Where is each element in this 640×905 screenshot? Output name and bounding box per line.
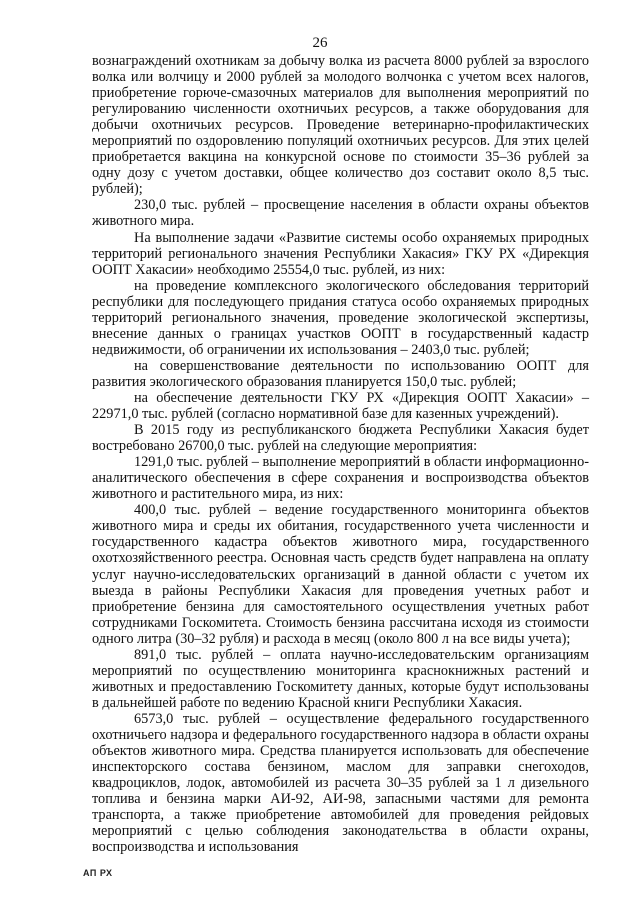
page-number: 26 — [312, 35, 328, 51]
paragraph-9: 400,0 тыс. рублей – ведение государственного мониторинга объектов животного мира и среды их обитания, государственного учета численности и государственного кадастра объектов животного мира, государственного охотхозяйственного реестра. Основная часть средств будет направлена на оплату услуг научно-исследовательских организаций в данной области с учетом их выезда в районы Республики Хакасия для проведения учетных работ и приобретение бензина для самостоятельного осуществления учетных работ сотрудниками Госкомитета. Стоимость бензина рассчитана исходя из стоимости одного литра (30–32 рубля) и расхода в месяц (около 800 л на все виды учета); — [92, 502, 589, 647]
paragraph-2: 230,0 тыс. рублей – просвещение населения в области охраны объектов животного мира. — [92, 197, 589, 230]
paragraph-6: на обеспечение деятельности ГКУ РХ «Дирекция ООПТ Хакасии» – 22971,0 тыс. рублей (согласно нормативной базе для казенных учреждений). — [92, 389, 589, 423]
paragraph-8: 1291,0 тыс. рублей – выполнение мероприятий в области информационно-аналитического обеспечения в сфере сохранения и воспроизводства объектов животного и растительного мира, из них: — [92, 454, 589, 503]
paragraph-11: 6573,0 тыс. рублей – осуществление федерального государственного охотничьего надзора и федерального государственного надзора в области охраны объектов животного мира. Средства планируется использовать для обеспечение инспекторского состава бензином, маслом для заправки снегоходов, квадроциклов, лодок, автомобилей из расчета 30–35 рублей за 1 л дизельного топлива и бензина марки АИ-92, АИ-98, запасными частями для ремонта транспорта, а также приобретение автомобилей для проведения рейдовых мероприятий с целью соблюдения законодательства в области охраны, воспроизводства и использования — [92, 710, 589, 856]
paragraph-7: В 2015 году из республиканского бюджета Республики Хакасия будет востребовано 26700,0 тыс. рублей на следующие мероприятия: — [92, 422, 589, 455]
paragraph-4: на проведение комплексного экологического обследования территорий республики для последующего придания статуса особо охраняемых природных территорий регионального значения, проведение экологической экспертизы, внесение данных о границах участков ООПТ в государственный кадастр недвижимости, об ограничении их использования – 2403,0 тыс. рублей; — [92, 277, 589, 358]
document-body — [92, 53, 589, 855]
paragraph-1: вознаграждений охотникам за добычу волка из расчета 8000 рублей за взрослого волка или волчицу и 2000 рублей за молодого волчонка с учетом всех налогов, приобретение горюче-смазочных материалов для выполнения мероприятий по регулированию численности охотничьих ресурсов, а также оборудования для добычи охотничьих ресурсов. Проведение ветеринарно-профилактических мероприятий по оздоровлению популяций охотничьих ресурсов. Для этих целей приобретается вакцина на конкурсной основе по стоимости 35–36 рублей за одну дозу с учетом доставки, общее количество доз составит около 8,5 тыс. рублей); — [92, 53, 589, 198]
paragraph-5: на совершенствование деятельности по использованию ООПТ для развития экологического образования планируется 150,0 тыс. рублей; — [92, 357, 589, 390]
paragraph-3: На выполнение задачи «Развитие системы особо охраняемых природных территорий регионального значения Республики Хакасия» ГКУ РХ «Дирекция ООПТ Хакасии» необходимо 25554,0 тыс. рублей, из них: — [92, 229, 589, 278]
paragraph-10: 891,0 тыс. рублей – оплата научно-исследовательским организациям мероприятий по осуществлению мониторинга краснокнижных растений и животных и предоставлению Госкомитету данных, которые будут использованы в дальнейшей работе по ведению Красной книги Республики Хакасия. — [92, 646, 589, 711]
footer-mark: АП РХ — [83, 868, 113, 878]
